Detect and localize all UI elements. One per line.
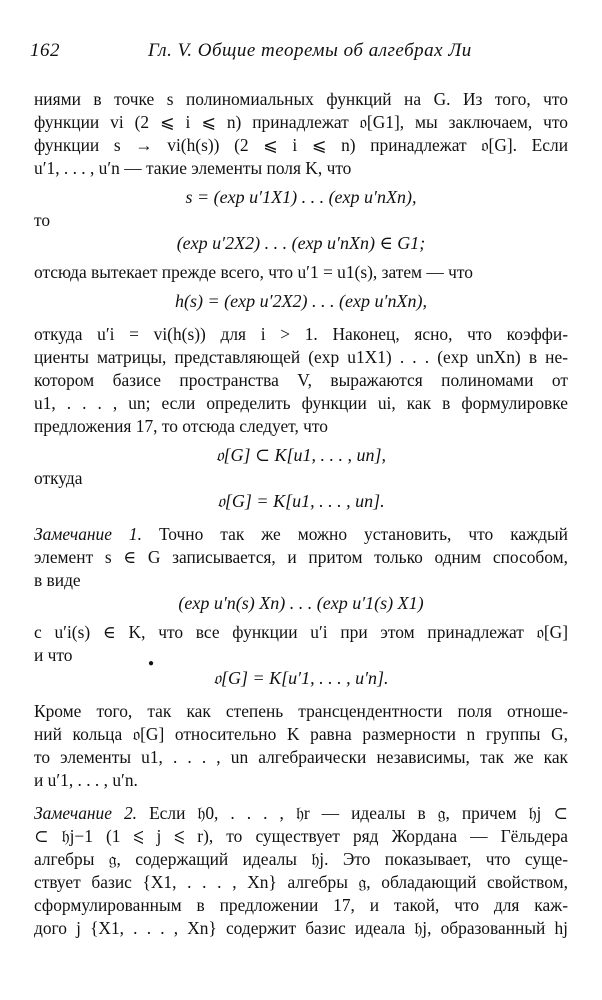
text-line: и что [34,645,73,665]
running-header [30,40,572,66]
text-line: Кроме того, так как степень трансцендентности поля отноше- [34,701,568,721]
equation: (exp u′n(s) Xn) . . . (exp u′1(s) X1) [178,593,424,613]
remark-label: Замечание 2. [34,803,138,823]
text-line: ниями в точке s полиномиальных функций на G. Из того, что [34,89,568,109]
text-line: функции vi (2 ⩽ i ⩽ n) принадлежат 𝔬[G1], мы заключаем, что [34,112,568,132]
text-line: откуда u′i = vi(h(s)) для i > 1. Наконец, ясно, что коэффи- [34,324,568,344]
text-line: u′1, . . . , u′n — такие элементы поля K, что [34,158,352,178]
text-line: дого j {X1, . . . , Xn} содержит базис идеала 𝔥j, образованный hj [34,918,568,938]
remark-line: Замечание 2. Если 𝔥0, . . . , 𝔥r — идеалы в 𝔤, причем 𝔥j ⊂ [34,803,568,823]
text-line: с u′i(s) ∈ K, что все функции u′i при этом принадлежат 𝔬[G] [34,622,568,642]
text-line: ствует базис {X1, . . . , Xn} алгебры 𝔤, обладающий свойством, [34,872,568,892]
text-line: ⊂ 𝔥j−1 (1 ⩽ j ⩽ r), то существует ряд Жордана — Гёльдера [34,826,568,846]
text-line: ний кольца 𝔬[G] относительно K равна размерности n группы G, [34,724,568,744]
chapter-title: Гл. V. Общие теоремы об алгебрах Ли [148,40,472,61]
text-line: то [34,210,51,230]
page-number: 162 [30,40,60,61]
remark-line: Замечание 1. Точно так же можно установить, что каждый [34,524,568,544]
text-line: предложения 17, то отсюда следует, что [34,416,328,436]
bullet-mark: ● [148,658,155,669]
text-line: u1, . . . , un; если определить функции ui, как в формулировке [34,393,568,413]
equation: 𝔬[G] = K[u1, . . . , un]. [217,491,385,511]
equation: 𝔬[G] = K[u′1, . . . , u′n]. [213,668,389,688]
text-line: то элементы u1, . . . , un алгебраически независимы, так же как [34,747,568,767]
equation: h(s) = (exp u′2X2) . . . (exp u′nXn), [175,291,427,311]
text-line: в виде [34,570,81,590]
text-line: элемент s ∈ G записывается, и притом только одним способом, [34,547,568,567]
text-line: отсюда вытекает прежде всего, что u′1 = u1(s), затем — что [34,262,473,282]
page-body [34,88,568,940]
remark-label: Замечание 1. [34,524,142,544]
text-line: и u′1, . . . , u′n. [34,770,138,790]
equation: 𝔬[G] ⊂ K[u1, . . . , un], [215,445,387,465]
text-line: алгебры 𝔤, содержащий идеалы 𝔥j. Это показывает, что суще- [34,849,568,869]
text-line: откуда [34,468,83,488]
equation: (exp u′2X2) . . . (exp u′nXn) ∈ G1; [176,233,426,253]
text-line: котором базисе пространства V, выражаются полиномами от [34,370,568,390]
text-line: циенты матрицы, представляющей (exp u1X1) . . . (exp unXn) в не- [34,347,568,367]
text-line: сформулированным в предложении 17, и такой, что для каж- [34,895,568,915]
text-line: функции s → vi(h(s)) (2 ⩽ i ⩽ n) принадлежат 𝔬[G]. Если [34,135,568,155]
equation: s = (exp u′1X1) . . . (exp u′nXn), [185,187,417,207]
